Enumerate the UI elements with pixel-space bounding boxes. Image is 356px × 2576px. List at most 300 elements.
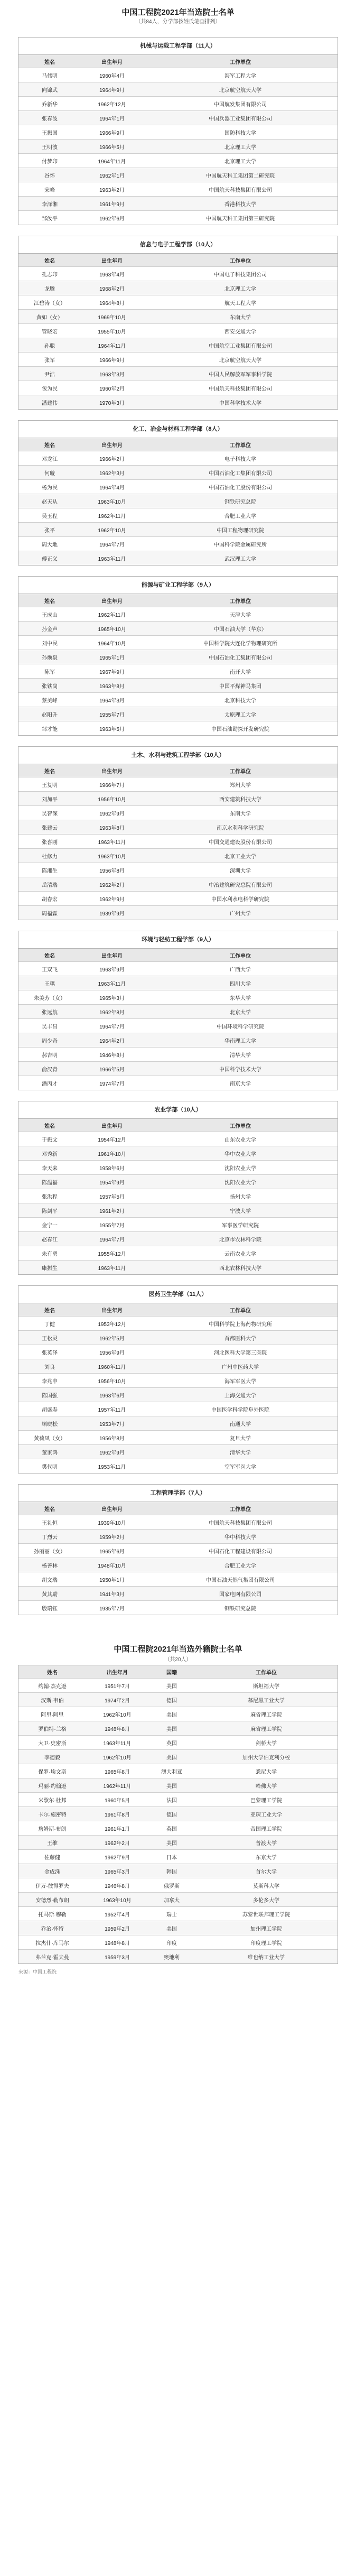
cell-name: 周少奇 (18, 1033, 81, 1048)
cell-birth: 1962年10月 (86, 1750, 148, 1764)
table-row (18, 1707, 338, 1721)
cell-name: 王礼恒 (18, 1515, 81, 1530)
cell-work: 中国科学技术大学 (143, 395, 338, 410)
table-row (18, 1331, 338, 1345)
cell-work: 莫斯科大学 (195, 1878, 338, 1893)
table-row (18, 1261, 338, 1275)
cell-birth: 1964年7月 (81, 1232, 143, 1246)
cell-name: 潘丙才 (42, 1081, 58, 1087)
table-row (18, 1459, 338, 1474)
table-row (18, 154, 338, 168)
table-row (18, 1921, 338, 1935)
cell-birth: 1965年10月 (81, 622, 143, 636)
cell-name: 岳清瑞 (18, 877, 81, 892)
cell-country: 美国 (148, 1778, 195, 1793)
cell-work: 中国科学技术大学 (143, 1062, 338, 1076)
table-header-row (18, 438, 338, 451)
header-birth: 出生年月 (81, 1119, 143, 1132)
cell-name: 张远航 (18, 1005, 81, 1019)
cell-name: 傅正义 (18, 551, 81, 566)
header-work: 工作单位 (143, 764, 338, 777)
cell-birth: 1964年11月 (81, 154, 143, 168)
cell-birth: 1960年11月 (81, 1359, 143, 1374)
cell-name: 刘良 (18, 1359, 81, 1374)
header-work: 工作单位 (143, 1119, 338, 1132)
cell-name: 胡盛寿 (18, 1402, 81, 1416)
cell-country: 加拿大 (148, 1893, 195, 1907)
cell-birth: 1964年10月 (81, 636, 143, 650)
cell-name: 马伟明 (18, 68, 81, 82)
cell-work: 中国航天科技集团有限公司 (143, 182, 338, 197)
cell-work: 沈阳农业大学 (143, 1161, 338, 1175)
cell-name: 赵春江 (18, 1232, 81, 1246)
cell-name: 王琪 (18, 976, 81, 990)
page-title: 中国工程院2021年当选院士名单 (121, 8, 235, 17)
division-section (18, 746, 338, 920)
cell-work: 麻省理工学院 (195, 1707, 338, 1721)
table-row (18, 324, 338, 338)
table-row (18, 622, 338, 636)
table-header-row (18, 1119, 338, 1132)
table-row (18, 1218, 338, 1232)
cell-work: 郑州大学 (143, 777, 338, 792)
cell-work: 武汉理工大学 (143, 551, 338, 566)
cell-name: 金宁一 (18, 1218, 81, 1232)
cell-name: 伊万·彼得罗夫 (18, 1878, 86, 1893)
cell-birth: 1964年11月 (81, 338, 143, 353)
cell-name: 刘加平 (18, 792, 81, 806)
header (0, 0, 356, 26)
table-row (18, 523, 338, 537)
cell-work: 扬州大学 (143, 1189, 338, 1203)
table-row (18, 1572, 338, 1587)
cell-birth: 1955年10月 (81, 324, 143, 338)
cell-name: 张洪程 (18, 1189, 81, 1203)
table-row (18, 1821, 338, 1836)
cell-work: 中国航天科技集团有限公司 (143, 381, 338, 395)
cell-birth: 1962年9月 (81, 892, 143, 906)
cell-birth: 1956年9月 (81, 1345, 143, 1359)
header-birth: 出生年月 (81, 764, 143, 777)
cell-name: 孙金声 (18, 622, 81, 636)
cell-name: 张平 (18, 523, 81, 537)
table-row (18, 140, 338, 154)
header-birth: 出生年月 (81, 1502, 143, 1515)
cell-country: 美国 (148, 1679, 195, 1693)
header-name: 姓名 (18, 55, 81, 68)
cell-name: 朱美芳（女） (18, 990, 81, 1005)
cell-name: 乔治·怀特 (18, 1921, 86, 1935)
cell-birth: 1948年8月 (86, 1721, 148, 1736)
cell-name: 尹浩 (18, 367, 81, 381)
cell-work: 巴黎理工学院 (195, 1793, 338, 1807)
cell-name: 俞汉青 (18, 1062, 81, 1076)
cell-work: 普渡大学 (195, 1836, 338, 1850)
cell-birth: 1967年9月 (81, 664, 143, 679)
table-row (18, 990, 338, 1005)
header-work: 工作单位 (143, 594, 338, 607)
table-row (18, 1750, 338, 1764)
cell-country: 奥地利 (148, 1950, 195, 1964)
table-header-row (18, 1502, 338, 1515)
division-table (18, 1502, 338, 1615)
table-row (18, 1005, 338, 1019)
cell-work: 多伦多大学 (195, 1893, 338, 1907)
cell-work: 航天工程大学 (143, 295, 338, 310)
cell-birth: 1960年4月 (81, 68, 143, 82)
cell-name: 杨善林 (18, 1558, 81, 1572)
cell-birth: 1963年4月 (81, 267, 143, 281)
header-work: 工作单位 (143, 1502, 338, 1515)
cell-country: 英国 (148, 1821, 195, 1836)
division-section (18, 576, 338, 736)
cell-work: 中国科学院金属研究所 (143, 537, 338, 551)
header-work: 工作单位 (143, 1303, 338, 1317)
cell-work: 军事医学研究院 (143, 1218, 338, 1232)
cell-name: 胡春宏 (18, 892, 81, 906)
cell-work: 沈阳农业大学 (143, 1175, 338, 1189)
table-row (18, 679, 338, 693)
cell-birth: 1953年11月 (98, 1464, 126, 1470)
cell-name: 张喜刚 (18, 835, 81, 849)
division-table (18, 55, 338, 225)
sections-container (0, 26, 356, 1615)
cell-work: 中国水利水电科学研究院 (143, 892, 338, 906)
cell-birth: 1963年3月 (81, 367, 143, 381)
cell-birth: 1966年7月 (81, 777, 143, 792)
table-row (18, 68, 338, 82)
table-row (18, 664, 338, 679)
table-row (18, 537, 338, 551)
cell-name: 乔新华 (18, 97, 81, 111)
cell-work: 东京大学 (195, 1850, 338, 1864)
cell-birth: 1969年10月 (81, 310, 143, 324)
cell-work: 北京市农林科学院 (143, 1232, 338, 1246)
cell-birth: 1963年8月 (81, 820, 143, 835)
header-name: 姓名 (18, 254, 81, 267)
cell-birth: 1962年11月 (81, 607, 143, 622)
cell-birth: 1959年3月 (86, 1950, 148, 1964)
cell-birth: 1963年11月 (81, 1261, 143, 1275)
table-row (18, 211, 338, 225)
cell-country: 日本 (148, 1850, 195, 1864)
cell-name: 陈军 (18, 664, 81, 679)
cell-name: 顾晓松 (18, 1416, 81, 1431)
cell-work: 北京工业大学 (143, 849, 338, 863)
table-row (18, 877, 338, 892)
cell-work: 海军军医大学 (143, 1374, 338, 1388)
cell-name: 龙腾 (18, 281, 81, 295)
table-row (18, 1721, 338, 1736)
source-note: 来源：中国工程院 (18, 1969, 57, 1975)
cell-name: 卡尔·施密特 (18, 1807, 86, 1821)
table-row (18, 97, 338, 111)
cell-name: 周福霖 (18, 906, 81, 920)
cell-birth: 1961年8月 (86, 1807, 148, 1821)
cell-country: 美国 (148, 1721, 195, 1736)
cell-work: 钢铁研究总院 (143, 494, 338, 508)
cell-birth: 1964年7月 (81, 1019, 143, 1033)
cell-name: 邓龙江 (18, 451, 81, 466)
cell-birth: 1957年5月 (81, 1189, 143, 1203)
cell-work: 首尔大学 (195, 1864, 338, 1878)
cell-birth: 1941年3月 (81, 1587, 143, 1601)
cell-work: 中国电子科技集团公司 (143, 267, 338, 281)
table-row (18, 636, 338, 650)
cell-name: 汉斯·韦伯 (18, 1693, 86, 1707)
cell-birth: 1962年8月 (81, 1005, 143, 1019)
table-row (18, 892, 338, 906)
cell-birth: 1961年10月 (81, 1146, 143, 1161)
cell-birth: 1935年7月 (99, 1606, 125, 1612)
table-row (18, 1146, 338, 1161)
table-row (18, 267, 338, 281)
header-work: 工作单位 (143, 438, 338, 451)
table-row (18, 650, 338, 664)
cell-work: 复旦大学 (143, 1431, 338, 1445)
cell-name: 向锦武 (18, 82, 81, 97)
cell-work: 南京大学 (230, 1081, 251, 1087)
cell-name: 拉杰什·库马尔 (18, 1935, 86, 1950)
header-name: 姓名 (18, 764, 81, 777)
cell-name: 孙丽丽（女） (18, 1544, 81, 1558)
header-name: 姓名 (18, 438, 81, 451)
cell-birth: 1964年9月 (81, 82, 143, 97)
table-row (18, 1132, 338, 1146)
cell-work: 加州大学伯克利分校 (195, 1750, 338, 1764)
cell-birth: 1956年8月 (81, 1431, 143, 1445)
table-row (18, 168, 338, 182)
cell-birth: 1939年10月 (81, 1515, 143, 1530)
cell-work: 中国环境科学研究院 (143, 1019, 338, 1033)
header-birth: 出生年月 (81, 1303, 143, 1317)
division-table (18, 949, 338, 1090)
cell-name: 宋峰 (18, 182, 81, 197)
table-row (18, 806, 338, 820)
table-row (18, 1693, 338, 1707)
cell-work: 北京航空航天大学 (143, 82, 338, 97)
cell-work: 中国石油化工股份有限公司 (143, 480, 338, 494)
cell-work: 云南农业大学 (143, 1246, 338, 1261)
cell-birth: 1962年9月 (86, 1850, 148, 1864)
cell-birth: 1961年2月 (81, 1203, 143, 1218)
cell-name: 王明波 (18, 140, 81, 154)
table-row (18, 721, 338, 736)
cell-birth: 1962年2月 (86, 1836, 148, 1850)
cell-work: 中国交通建设股份有限公司 (143, 835, 338, 849)
table-row (18, 849, 338, 863)
header-name: 姓名 (18, 949, 81, 962)
cell-name: 刘中民 (18, 636, 81, 650)
cell-birth: 1962年1月 (81, 168, 143, 182)
cell-name: 金成洙 (18, 1864, 86, 1878)
cell-name: 王振国 (18, 125, 81, 140)
table-row (18, 1402, 338, 1416)
cell-name: 王松灵 (18, 1331, 81, 1345)
cell-birth: 1962年9月 (81, 806, 143, 820)
cell-work: 电子科技大学 (143, 451, 338, 466)
cell-name: 安德烈·勒布朗 (18, 1893, 86, 1907)
division-title: 能源与矿业工程学部（9人） (18, 577, 338, 594)
cell-birth: 1966年9月 (81, 353, 143, 367)
cell-birth: 1962年10月 (81, 523, 143, 537)
table-row (18, 1950, 338, 1964)
cell-work: 华中农业大学 (143, 1146, 338, 1161)
cell-name: 谷怀 (18, 168, 81, 182)
cell-work: 西安建筑科技大学 (143, 792, 338, 806)
table-header-row (18, 254, 338, 267)
table-row (18, 1062, 338, 1076)
cell-name: 陈剑平 (18, 1203, 81, 1218)
cell-birth: 1962年11月 (81, 508, 143, 523)
cell-work: 慕尼黑工业大学 (195, 1693, 338, 1707)
cell-work: 北京理工大学 (143, 281, 338, 295)
cell-name: 大卫·史密斯 (18, 1736, 86, 1750)
table-row (18, 1807, 338, 1821)
cell-country: 澳大利亚 (148, 1764, 195, 1778)
table-row (18, 182, 338, 197)
cell-work: 北京理工大学 (143, 140, 338, 154)
cell-work: 上海交通大学 (143, 1388, 338, 1402)
header-birth: 出生年月 (81, 949, 143, 962)
cell-work: 中国人民解放军军事科学院 (143, 367, 338, 381)
cell-work: 中国医学科学院阜外医院 (143, 1402, 338, 1416)
cell-birth: 1957年11月 (81, 1402, 143, 1416)
cell-name: 佐藤健 (18, 1850, 86, 1864)
cell-birth: 1966年5月 (81, 1062, 143, 1076)
header-name: 姓名 (18, 594, 81, 607)
cell-name: 王维 (18, 1836, 86, 1850)
header-country: 国籍 (148, 1665, 195, 1679)
cell-work: 中国航天科工集团第二研究院 (143, 168, 338, 182)
cell-birth: 1962年3月 (81, 466, 143, 480)
cell-name: 邹才能 (42, 726, 58, 733)
cell-birth: 1964年4月 (81, 480, 143, 494)
header-birth: 出生年月 (81, 594, 143, 607)
cell-work: 西北农林科技大学 (143, 1261, 338, 1275)
cell-work: 印度理工学院 (195, 1935, 338, 1950)
cell-birth: 1964年2月 (81, 1033, 143, 1048)
cell-birth: 1956年8月 (81, 863, 143, 877)
table-row (18, 281, 338, 295)
cell-work: 中国平煤神马集团 (143, 679, 338, 693)
table-row (18, 1345, 338, 1359)
cell-work: 帝国理工学院 (195, 1821, 338, 1836)
cell-country: 法国 (148, 1793, 195, 1807)
cell-name: 米歇尔·杜邦 (18, 1793, 86, 1807)
table-row (18, 1161, 338, 1175)
table-row (18, 1679, 338, 1693)
cell-birth: 1951年7月 (86, 1679, 148, 1693)
cell-birth: 1962年12月 (81, 97, 143, 111)
cell-work: 中国兵器工业集团有限公司 (143, 111, 338, 125)
table-row (18, 1907, 338, 1921)
cell-name: 詹姆斯·布朗 (18, 1821, 86, 1836)
cell-work: 北京航空航天大学 (143, 353, 338, 367)
table-row (18, 295, 338, 310)
cell-birth: 1965年3月 (86, 1864, 148, 1878)
cell-name: 胡文瑞 (18, 1572, 81, 1587)
header-work: 工作单位 (195, 1665, 338, 1679)
cell-birth: 1963年11月 (81, 551, 143, 566)
cell-work: 亚琛工业大学 (195, 1807, 338, 1821)
cell-name: 李天来 (18, 1161, 81, 1175)
cell-country: 德国 (148, 1693, 195, 1707)
cell-name: 吴玉程 (18, 508, 81, 523)
cell-birth: 1946年8月 (81, 1048, 143, 1062)
cell-birth: 1953年7月 (81, 1416, 143, 1431)
cell-birth: 1963年5月 (99, 726, 125, 733)
cell-birth: 1964年3月 (81, 693, 143, 707)
header-name: 姓名 (18, 1303, 81, 1317)
cell-birth: 1963年11月 (86, 1736, 148, 1750)
cell-birth: 1963年10月 (86, 1893, 148, 1907)
cell-work: 维也纳工业大学 (195, 1950, 338, 1964)
cell-name: 张军 (18, 353, 81, 367)
cell-name: 李泽湘 (18, 197, 81, 211)
cell-birth: 1954年12月 (81, 1132, 143, 1146)
cell-birth: 1963年11月 (81, 976, 143, 990)
cell-work: 中国石油化工集团有限公司 (143, 466, 338, 480)
cell-name: 张春波 (18, 111, 81, 125)
cell-work: 麻省理工学院 (195, 1721, 338, 1736)
cell-name: 吴丰昌 (18, 1019, 81, 1033)
cell-birth: 1963年10月 (81, 494, 143, 508)
cell-work: 合肥工业大学 (143, 1558, 338, 1572)
table-row (18, 1878, 338, 1893)
cell-work: 南京水利科学研究院 (143, 820, 338, 835)
cell-name: 李德毅 (18, 1750, 86, 1764)
table-row (18, 338, 338, 353)
cell-work: 中国航发集团有限公司 (143, 97, 338, 111)
table-header-row (18, 594, 338, 607)
division-title: 机械与运载工程学部（11人） (18, 38, 338, 55)
cell-work: 河北医科大学第三医院 (143, 1345, 338, 1359)
cell-work: 中国石油天然气集团有限公司 (143, 1572, 338, 1587)
cell-birth: 1966年5月 (81, 140, 143, 154)
table-row (18, 82, 338, 97)
cell-name: 邹汝平 (42, 216, 58, 222)
cell-work: 中国航空工业集团有限公司 (143, 338, 338, 353)
cell-name: 张建云 (18, 820, 81, 835)
cell-name: 杜修力 (18, 849, 81, 863)
cell-name: 赵阳升 (18, 707, 81, 721)
table-row (18, 125, 338, 140)
table-row (18, 197, 338, 211)
cell-birth: 1948年10月 (81, 1558, 143, 1572)
cell-birth: 1964年8月 (81, 295, 143, 310)
cell-name: 杨为民 (18, 480, 81, 494)
table-row (18, 962, 338, 976)
table-row (18, 1033, 338, 1048)
cell-birth: 1955年7月 (81, 707, 143, 721)
table-header-row (18, 1303, 338, 1317)
cell-name: 张铁岗 (18, 679, 81, 693)
cell-birth: 1960年2月 (81, 381, 143, 395)
cell-birth: 1964年1月 (81, 111, 143, 125)
cell-name: 王成山 (18, 607, 81, 622)
table-row (18, 1359, 338, 1374)
cell-country: 韩国 (148, 1864, 195, 1878)
page-subtitle: （共84人，分学部按姓氏笔画排列） (135, 19, 221, 25)
cell-birth: 1960年5月 (86, 1793, 148, 1807)
foreign-table (18, 1665, 338, 1963)
division-section (18, 236, 338, 410)
cell-birth: 1963年10月 (81, 849, 143, 863)
cell-name: 樊代明 (42, 1464, 58, 1470)
table-row (18, 906, 338, 920)
table-row (18, 1778, 338, 1793)
